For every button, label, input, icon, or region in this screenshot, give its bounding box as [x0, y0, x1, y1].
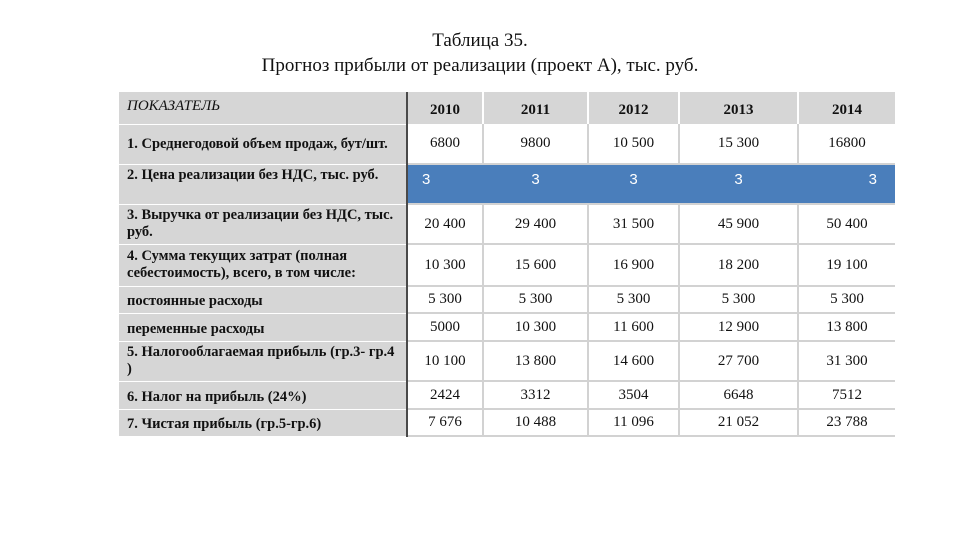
cell-value: 15 300 [679, 124, 798, 164]
cell-value: 3 [679, 164, 798, 204]
profit-forecast-table [119, 92, 895, 437]
cell-value: 3 [407, 164, 483, 204]
cell-value: 7 676 [407, 409, 483, 436]
cell-value: 2424 [407, 381, 483, 409]
cell-value: 3 [588, 164, 679, 204]
cell-value: 16 900 [588, 244, 679, 286]
cell-value: 13 800 [483, 341, 588, 381]
table-row [119, 341, 895, 381]
cell-value: 20 400 [407, 204, 483, 244]
cell-value: 3504 [588, 381, 679, 409]
year-header: 2011 [483, 92, 588, 124]
row-label: 5. Налогооблагаемая прибыль (гр.3- гр.4 ) [119, 341, 407, 381]
cell-value: 50 400 [798, 204, 895, 244]
table-row [119, 409, 895, 436]
indicator-header: ПОКАЗАТЕЛЬ [119, 92, 407, 124]
row-label: 3. Выручка от реализации без НДС, тыс. руб. [119, 204, 407, 244]
cell-value: 3 [798, 164, 895, 204]
cell-value: 10 100 [407, 341, 483, 381]
cell-value: 5 300 [407, 286, 483, 313]
cell-value: 7512 [798, 381, 895, 409]
year-header: 2012 [588, 92, 679, 124]
cell-value: 12 900 [679, 313, 798, 341]
cell-value: 31 300 [798, 341, 895, 381]
cell-value: 31 500 [588, 204, 679, 244]
row-label: 2. Цена реализации без НДС, тыс. руб. [119, 164, 407, 204]
cell-value: 6800 [407, 124, 483, 164]
cell-value: 3 [483, 164, 588, 204]
cell-value: 27 700 [679, 341, 798, 381]
cell-value: 5 300 [483, 286, 588, 313]
cell-value: 21 052 [679, 409, 798, 436]
row-label: постоянные расходы [119, 286, 407, 313]
row-label: 6. Налог на прибыль (24%) [119, 381, 407, 409]
cell-value: 19 100 [798, 244, 895, 286]
header-row [119, 92, 895, 124]
row-label: 1. Среднегодовой объем продаж, бут/шт. [119, 124, 407, 164]
cell-value: 10 300 [483, 313, 588, 341]
cell-value: 5 300 [798, 286, 895, 313]
year-header: 2010 [407, 92, 483, 124]
cell-value: 29 400 [483, 204, 588, 244]
cell-value: 10 488 [483, 409, 588, 436]
table-row [119, 204, 895, 244]
table-row [119, 124, 895, 164]
cell-value: 45 900 [679, 204, 798, 244]
cell-value: 15 600 [483, 244, 588, 286]
cell-value: 5 300 [679, 286, 798, 313]
cell-value: 13 800 [798, 313, 895, 341]
cell-value: 23 788 [798, 409, 895, 436]
table-row [119, 244, 895, 286]
cell-value: 14 600 [588, 341, 679, 381]
table-title: Прогноз прибыли от реализации (проект А), тыс. руб. [261, 55, 699, 76]
table-number: Таблица 35. [432, 30, 528, 51]
cell-value: 6648 [679, 381, 798, 409]
cell-value: 5 300 [588, 286, 679, 313]
row-label: 4. Сумма текущих затрат (полная себестоимость), всего, в том числе: [119, 244, 407, 286]
table-row [119, 286, 895, 313]
cell-value: 11 096 [588, 409, 679, 436]
cell-value: 5000 [407, 313, 483, 341]
cell-value: 3312 [483, 381, 588, 409]
cell-value: 9800 [483, 124, 588, 164]
cell-value: 18 200 [679, 244, 798, 286]
cell-value: 10 300 [407, 244, 483, 286]
cell-value: 11 600 [588, 313, 679, 341]
table-row-price [119, 164, 895, 204]
table-row [119, 381, 895, 409]
row-label: 7. Чистая прибыль (гр.5-гр.6) [119, 409, 407, 436]
year-header: 2014 [798, 92, 895, 124]
cell-value: 10 500 [588, 124, 679, 164]
cell-value: 16800 [798, 124, 895, 164]
year-header: 2013 [679, 92, 798, 124]
table-row [119, 313, 895, 341]
row-label: переменные расходы [119, 313, 407, 341]
